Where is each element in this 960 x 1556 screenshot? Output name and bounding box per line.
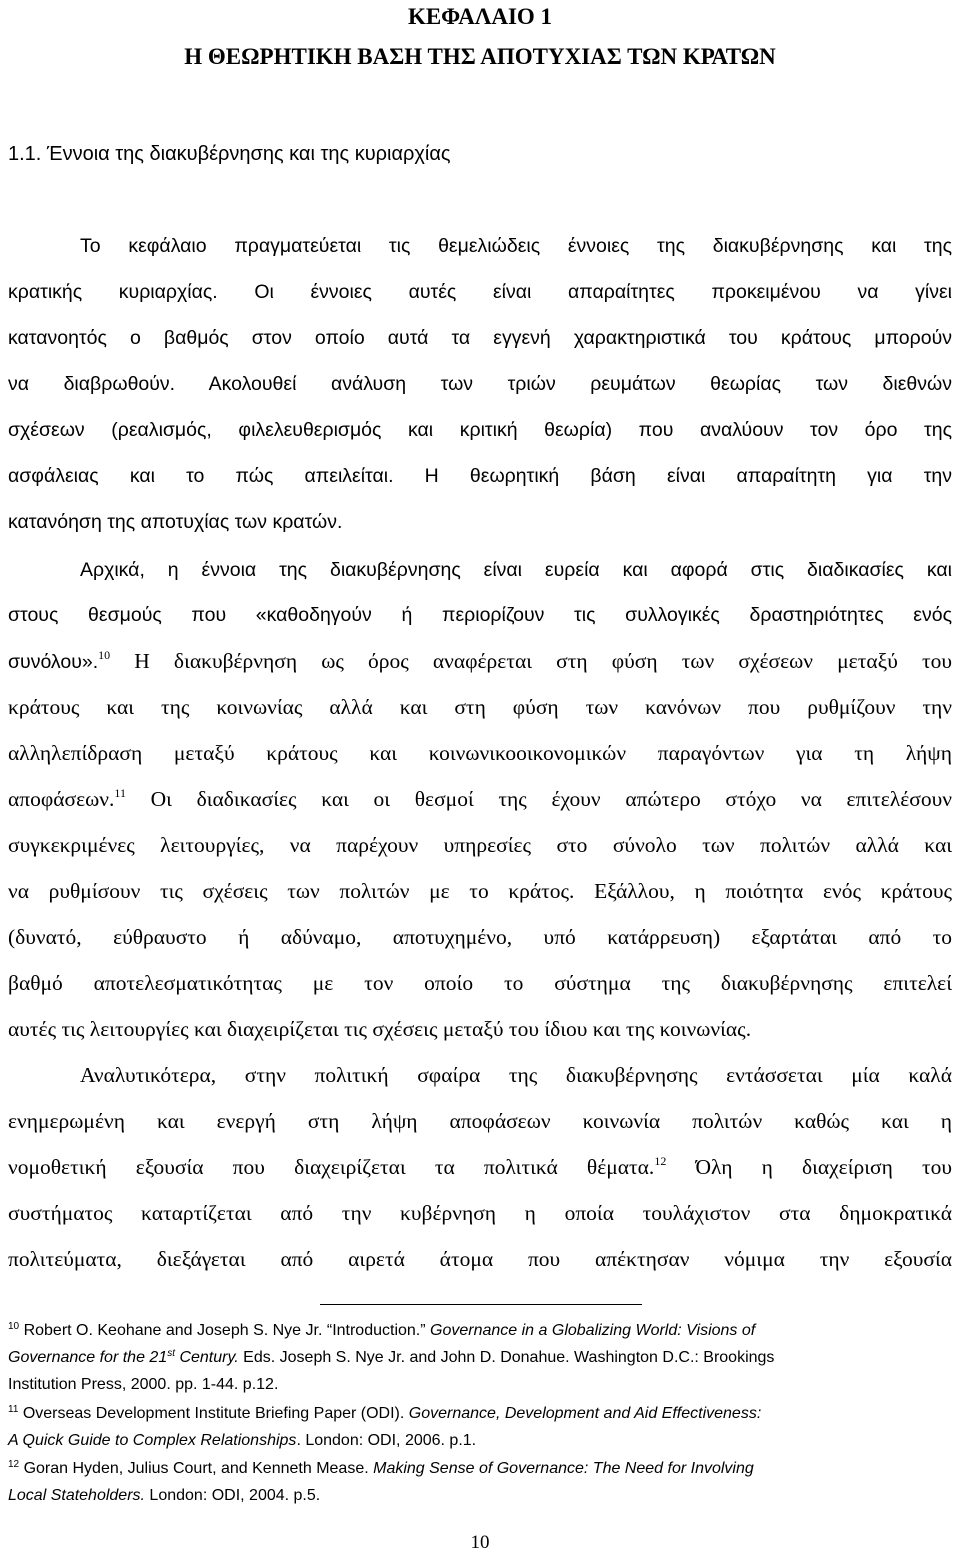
paragraph-line: ενημερωμένη και ενεργή στη λήψη αποφάσεων κοινωνία πολιτών καθώς και η: [8, 1109, 952, 1133]
footnote-title: Century.: [175, 1349, 239, 1366]
footnote-10-line: [8, 1345, 952, 1371]
footnote-title: Governance, Development and Aid Effectiveness:: [408, 1405, 762, 1422]
paragraph-line: πολιτεύματα, διεξάγεται από αιρετά άτομα που απέκτησαν νόμιμα την εξουσία: [8, 1247, 952, 1271]
paragraph-line: (δυνατό, εύθραυστο ή αδύναμο, αποτυχημένο, υπό κατάρρευση) εξαρτάται από το: [8, 925, 952, 949]
paragraph-line: να διαβρωθούν. Ακολουθεί ανάλυση των τριών ρευμάτων θεωρίας των διεθνών: [8, 373, 952, 395]
footnote-text: Eds. Joseph S. Nye Jr. and John D. Donahue. Washington D.C.: Brookings: [238, 1349, 775, 1366]
line-text: νομοθετική εξουσία που διαχειρίζεται τα πολιτικά θέματα.: [8, 1155, 655, 1179]
line-text: Οι διαδικασίες και οι θεσμοί της έχουν απώτερο στόχο να επιτελέσουν: [125, 787, 952, 811]
paragraph-line: [8, 1144, 952, 1190]
paragraph-line: Το κεφάλαιο πραγματεύεται τις θεμελιώδεις έννοιες της διακυβέρνησης και της: [80, 235, 952, 257]
paragraph-line: ασφάλειας και το πώς απειλείται. Η θεωρητική βάση είναι απαραίτητη για την: [8, 465, 952, 487]
paragraph-line: κατανόηση της αποτυχίας των κρατών.: [8, 511, 343, 533]
footnote-title: Governance in a Globalizing World: Visions of: [430, 1322, 756, 1339]
paragraph-line: συγκεκριμένες λειτουργίες, να παρέχουν υπηρεσίες στο σύνολο των πολιτών αλλά και: [8, 833, 952, 857]
paragraph-line: βαθμό αποτελεσματικότητας με τον οποίο το σύστημα της διακυβέρνησης επιτελεί: [8, 971, 952, 995]
footnote-text: Goran Hyden, Julius Court, and Kenneth Mease.: [19, 1460, 374, 1477]
paragraph-line: κράτους και της κοινωνίας αλλά και στη φύση των κανόνων που ρυθμίζουν την: [8, 695, 952, 719]
footnote-text: London: ODI, 2004. p.5.: [144, 1487, 321, 1504]
footnote-number: 11: [8, 1404, 19, 1415]
footnote-title: A Quick Guide to Complex Relationships: [8, 1432, 297, 1449]
footnote-12-line: [8, 1483, 952, 1509]
footnote-text: Robert O. Keohane and Joseph S. Nye Jr. “Introduction.”: [19, 1322, 431, 1339]
footnote-text: . London: ODI, 2006. p.1.: [296, 1432, 477, 1449]
footnote-separator: [320, 1304, 642, 1305]
footnote-number: 10: [8, 1321, 20, 1332]
footnote-ref-10: 10: [98, 648, 111, 662]
paragraph-line: αυτές τις λειτουργίες και διαχειρίζεται τις σχέσεις μεταξύ του ίδιου και της κοινωνίας.: [8, 1017, 752, 1041]
chapter-title: Η ΘΕΩΡΗΤΙΚΗ ΒΑΣΗ ΤΗΣ ΑΠΟΤΥΧΙΑΣ ΤΩΝ ΚΡΑΤΩΝ: [184, 44, 776, 69]
footnote-ref-11: 11: [114, 786, 126, 800]
footnote-title: Governance for the 21: [8, 1349, 168, 1366]
footnote-11-line: [8, 1428, 952, 1454]
paragraph-line: [8, 776, 952, 822]
paragraph-line: Αναλυτικότερα, στην πολιτική σφαίρα της διακυβέρνησης εντάσσεται μία καλά: [80, 1063, 952, 1087]
paragraph-line: σχέσεων (ρεαλισμός, φιλελευθερισμός και κριτική θεωρία) που αναλύουν τον όρο της: [8, 419, 952, 441]
paragraph-line: κρατικής κυριαρχίας. Οι έννοιες αυτές είναι απαραίτητες προκειμένου να γίνει: [8, 281, 952, 303]
page-number: 10: [470, 1532, 490, 1553]
line-text: αποφάσεων.: [8, 787, 115, 811]
paragraph-line: συστήματος καταρτίζεται από την κυβέρνηση η οποία τουλάχιστον στα δημοκρατικά: [8, 1201, 952, 1225]
footnote-title: Local Stateholders.: [8, 1487, 145, 1504]
chapter-label: ΚΕΦΑΛΑΙΟ 1: [407, 4, 553, 29]
footnote-number: 12: [8, 1459, 20, 1470]
paragraph-line: στους θεσμούς που «καθοδηγούν ή περιορίζουν τις συλλογικές δραστηριότητες ενός: [8, 604, 952, 626]
line-text: συνόλου».: [8, 651, 99, 673]
footnote-10-line: [8, 1318, 952, 1344]
paragraph-line: κατανοητός ο βαθμός στον οποίο αυτά τα εγγενή χαρακτηριστικά του κράτους μπορούν: [8, 327, 952, 349]
footnote-text: Overseas Development Institute Briefing Paper (ODI).: [18, 1405, 409, 1422]
footnote-superscript: st: [167, 1348, 175, 1359]
paragraph-line: αλληλεπίδραση μεταξύ κράτους και κοινωνικοοικονομικών παραγόντων για τη λήψη: [8, 741, 952, 765]
footnote-10-line: Institution Press, 2000. pp. 1-44. p.12.: [8, 1376, 279, 1393]
paragraph-line: Αρχικά, η έννοια της διακυβέρνησης είναι ευρεία και αφορά στις διαδικασίες και: [80, 559, 952, 581]
line-text: Η διακυβέρνηση ως όρος αναφέρεται στη φύση των σχέσεων μεταξύ του: [110, 649, 952, 673]
footnote-12-line: [8, 1456, 952, 1482]
footnote-11-line: [8, 1401, 952, 1427]
footnote-ref-12: 12: [654, 1154, 667, 1168]
footnote-title: Making Sense of Governance: The Need for Involving: [373, 1460, 754, 1477]
section-heading: 1.1. Έννοια της διακυβέρνησης και της κυριαρχίας: [8, 143, 451, 165]
paragraph-line: [8, 638, 952, 684]
paragraph-line: να ρυθμίσουν τις σχέσεις των πολιτών με το κράτος. Εξάλλου, η ποιότητα ενός κράτους: [8, 879, 952, 903]
line-text: Όλη η διαχείριση του: [666, 1155, 952, 1179]
